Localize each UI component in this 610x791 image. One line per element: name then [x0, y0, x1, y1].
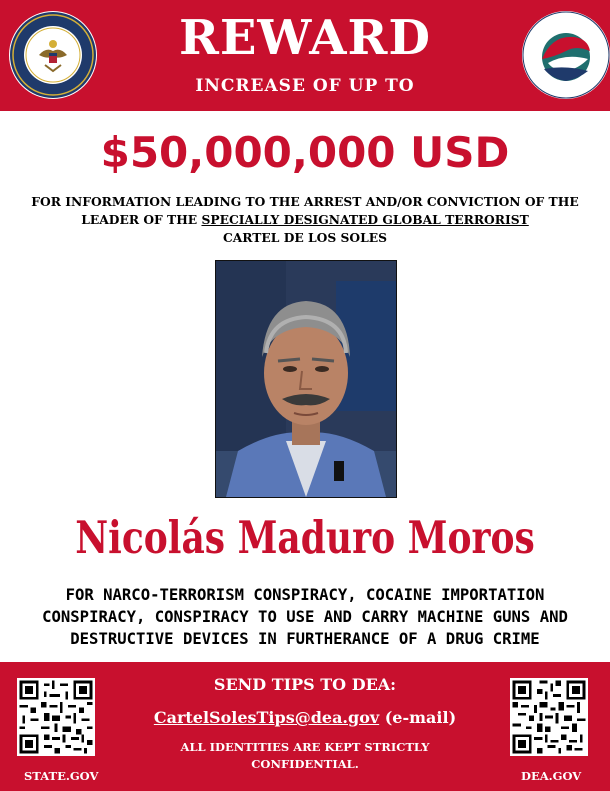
charges-text — [30, 584, 580, 650]
info-line-3: CARTEL DE LOS SOLES — [222, 230, 388, 245]
tips-title: SEND TIPS TO DEA: — [213, 675, 397, 694]
subject-name: Nicolás Maduro Moros — [75, 511, 535, 564]
confidential-note — [150, 739, 460, 773]
reward-subtitle: INCREASE OF UP TO — [195, 76, 415, 96]
state-gov-link[interactable]: STATE.GOV — [24, 769, 99, 783]
charges-line-2: CONSPIRACY, CONSPIRACY TO USE AND CARRY MACHINE GUNS AND — [42, 608, 568, 626]
tips-email-link[interactable]: CartelSolesTips@dea.gov — [153, 708, 380, 727]
subject-photo — [215, 260, 397, 498]
charges-line-1: FOR NARCO-TERRORISM CONSPIRACY, COCAINE IMPORTATION — [65, 586, 545, 604]
confidential-line-2: CONFIDENTIAL. — [251, 757, 359, 771]
email-line — [0, 708, 610, 727]
dea-gov-link[interactable]: DEA.GOV — [521, 769, 582, 783]
reward-title: REWARD — [178, 10, 432, 66]
info-line-2-designation: SPECIALLY DESIGNATED GLOBAL TERRORIST — [201, 212, 529, 227]
confidential-line-1: ALL IDENTITIES ARE KEPT STRICTLY — [180, 740, 430, 754]
info-line-1: FOR INFORMATION LEADING TO THE ARREST AND/OR CONVICTION OF THE — [31, 194, 579, 209]
reward-info — [0, 193, 610, 247]
email-suffix: (e-mail) — [379, 708, 457, 727]
info-line-2 — [0, 211, 610, 229]
charges-line-3: DESTRUCTIVE DEVICES IN FURTHERANCE OF A DRUG CRIME — [70, 630, 540, 648]
info-line-2-prefix: LEADER OF THE — [81, 212, 202, 227]
reward-amount: $50,000,000 USD — [100, 128, 510, 177]
